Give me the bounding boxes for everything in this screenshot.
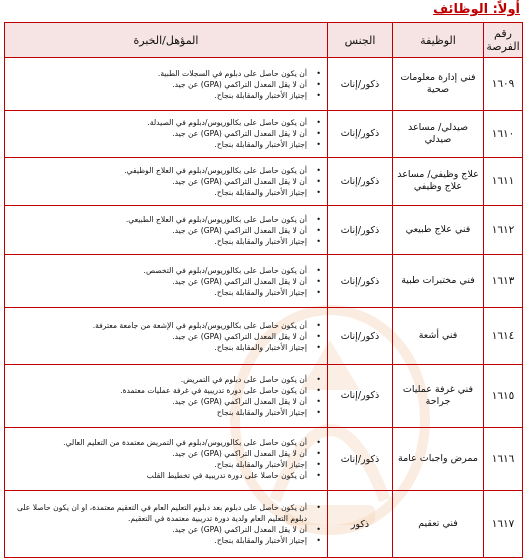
- qualification-cell: [5, 58, 328, 111]
- requirement-item: • أن يكون حاصل على دبلوم في التمريض.: [7, 374, 323, 385]
- requirement-item: • إجتياز الأختبار والمقابلة بنجاح.: [7, 187, 323, 198]
- qualification-cell: [5, 255, 328, 308]
- requirement-item: • أن لا يقل المعدل التراكمي (GPA) عن جيد.: [7, 331, 323, 342]
- requirement-item: • إجتياز الأختبار والمقابلة بنجاح: [7, 407, 323, 418]
- opportunity-number: ١٦١٦: [484, 428, 523, 491]
- qualification-cell: [5, 364, 328, 427]
- header-qualification: المؤهل/الخبرة: [5, 23, 328, 58]
- opportunity-number: ١٦١٧: [484, 491, 523, 558]
- table-row: [5, 491, 523, 558]
- requirements-list: [7, 265, 323, 298]
- requirement-item: • أن لا يقل المعدل التراكمي (GPA) عن جيد.: [7, 225, 323, 236]
- requirement-item: • أن لا يقل المعدل التراكمي (GPA) عن جيد.: [7, 524, 323, 535]
- table-row: [5, 255, 523, 308]
- requirement-item: • أن لا يقل المعدل التراكمي (GPA) عن جيد.: [7, 176, 323, 187]
- requirement-item: • أن يكون حاصلا على دورة تدريبية في تخطيط القلب: [7, 470, 323, 481]
- gender: ذكور/إناث: [328, 364, 393, 427]
- requirements-list: [7, 117, 323, 150]
- table-row: [5, 58, 523, 111]
- qualification-cell: [5, 157, 328, 205]
- requirements-list: [7, 68, 323, 101]
- section-title: أولاً: الوظائف: [433, 2, 520, 17]
- requirement-item: • أن يكون حاصل على بكالوريوس/دبلوم في العلاج الطبيعي.: [7, 214, 323, 225]
- requirement-item: • أن يكون حاصل على بكالوريوس/دبلوم في الإشعة من جامعة معترفة.: [7, 320, 323, 331]
- job-title: فني مختبرات طبية: [393, 255, 484, 308]
- opportunity-number: ١٦١٤: [484, 308, 523, 364]
- requirement-item: • إجتياز الأختبار والمقابلة بنجاح.: [7, 287, 323, 298]
- requirement-item: • إجتياز الأختبار والمقابلة بنجاح.: [7, 342, 323, 353]
- requirement-item: • أن يكون حاصل على دبلوم في السجلات الطبية.: [7, 68, 323, 79]
- job-title: فني علاج طبيعي: [393, 205, 484, 255]
- opportunity-number: ١٦١١: [484, 157, 523, 205]
- job-title: فني إدارة معلومات صحية: [393, 58, 484, 111]
- requirements-list: [7, 320, 323, 353]
- requirement-item: • أن يكون حاصل على دبلوم بعد دبلوم التعليم العام في التعقيم معتمدة، او ان يكون حاصلا على دبلوم التعليم العام ولدية دورة تدريبية معتمدة في التعقيم.: [7, 502, 323, 524]
- requirement-item: • أن يكون حاصل على بكالوريوس/دبلوم في التمريض معتمدة من التعليم العالي.: [7, 437, 323, 448]
- jobs-table: [4, 22, 523, 558]
- job-title: علاج وظيفي/ مساعد علاج وظيفي: [393, 157, 484, 205]
- qualification-cell: [5, 491, 328, 558]
- requirement-item: • إجتياز الأختبار والمقابلة بنجاح.: [7, 90, 323, 101]
- gender: ذكور/إناث: [328, 111, 393, 158]
- header-opportunity-number: رقم الفرصة: [484, 23, 523, 58]
- requirement-item: • إجتياز الأختبار والمقابلة بنجاح.: [7, 139, 323, 150]
- job-title: فني غرفة عمليات جراحة: [393, 364, 484, 427]
- header-job: الوظيفة: [393, 23, 484, 58]
- gender: ذكور/إناث: [328, 58, 393, 111]
- requirement-item: • إجتياز الأختبار والمقابلة بنجاح.: [7, 535, 323, 546]
- gender: ذكور/إناث: [328, 255, 393, 308]
- qualification-cell: [5, 308, 328, 364]
- table-row: [5, 157, 523, 205]
- job-title: فني تعقيم: [393, 491, 484, 558]
- gender: ذكور/إناث: [328, 157, 393, 205]
- opportunity-number: ١٦١٠: [484, 111, 523, 158]
- job-title: صيدلي/ مساعد صيدلي: [393, 111, 484, 158]
- requirements-list: [7, 437, 323, 481]
- gender: ذكور/إناث: [328, 428, 393, 491]
- requirement-item: • أن يكون حاصل على بكالوريوس/دبلوم في الصيدلة.: [7, 117, 323, 128]
- table-row: [5, 205, 523, 255]
- requirement-item: • أن لا يقل المعدل التراكمي (GPA) عن جيد.: [7, 128, 323, 139]
- gender: ذكور: [328, 491, 393, 558]
- requirement-item: • إجتياز الأختبار والمقابلة بنجاح.: [7, 236, 323, 247]
- qualification-cell: [5, 428, 328, 491]
- requirements-list: [7, 374, 323, 418]
- qualification-cell: [5, 111, 328, 158]
- table-row: [5, 428, 523, 491]
- requirement-item: • أن يكون حاصل على بكالوريوس/دبلوم في التخصص.: [7, 265, 323, 276]
- requirement-item: • إجتياز الأختبار والمقابلة بنجاح.: [7, 459, 323, 470]
- table-row: [5, 111, 523, 158]
- opportunity-number: ١٦١٥: [484, 364, 523, 427]
- requirement-item: • أن لا يقل المعدل التراكمي (GPA) عن جيد.: [7, 276, 323, 287]
- job-title: ممرض واجبات عامة: [393, 428, 484, 491]
- table-row: [5, 364, 523, 427]
- table-header-row: [5, 23, 523, 58]
- requirements-list: [7, 165, 323, 198]
- gender: ذكور/إناث: [328, 308, 393, 364]
- table-row: [5, 308, 523, 364]
- opportunity-number: ١٦١٣: [484, 255, 523, 308]
- opportunity-number: ١٦٠٩: [484, 58, 523, 111]
- qualification-cell: [5, 205, 328, 255]
- job-title: فني أشعة: [393, 308, 484, 364]
- requirement-item: • أن لا يقل المعدل التراكمي (GPA) عن جيد.: [7, 448, 323, 459]
- requirement-item: • ان يكون حاصل على دورة تدريبية في غرفة عمليات معتمدة.: [7, 385, 323, 396]
- requirement-item: • أن لا يقل المعدل التراكمي (GPA) عن جيد.: [7, 396, 323, 407]
- requirements-list: [7, 214, 323, 247]
- opportunity-number: ١٦١٢: [484, 205, 523, 255]
- requirements-list: [7, 502, 323, 546]
- requirement-item: • أن لا يقل المعدل التراكمي (GPA) عن جيد.: [7, 79, 323, 90]
- requirement-item: • أن يكون حاصل على بكالوريوس/دبلوم في العلاج الوظيفي.: [7, 165, 323, 176]
- header-gender: الجنس: [328, 23, 393, 58]
- gender: ذكور/إناث: [328, 205, 393, 255]
